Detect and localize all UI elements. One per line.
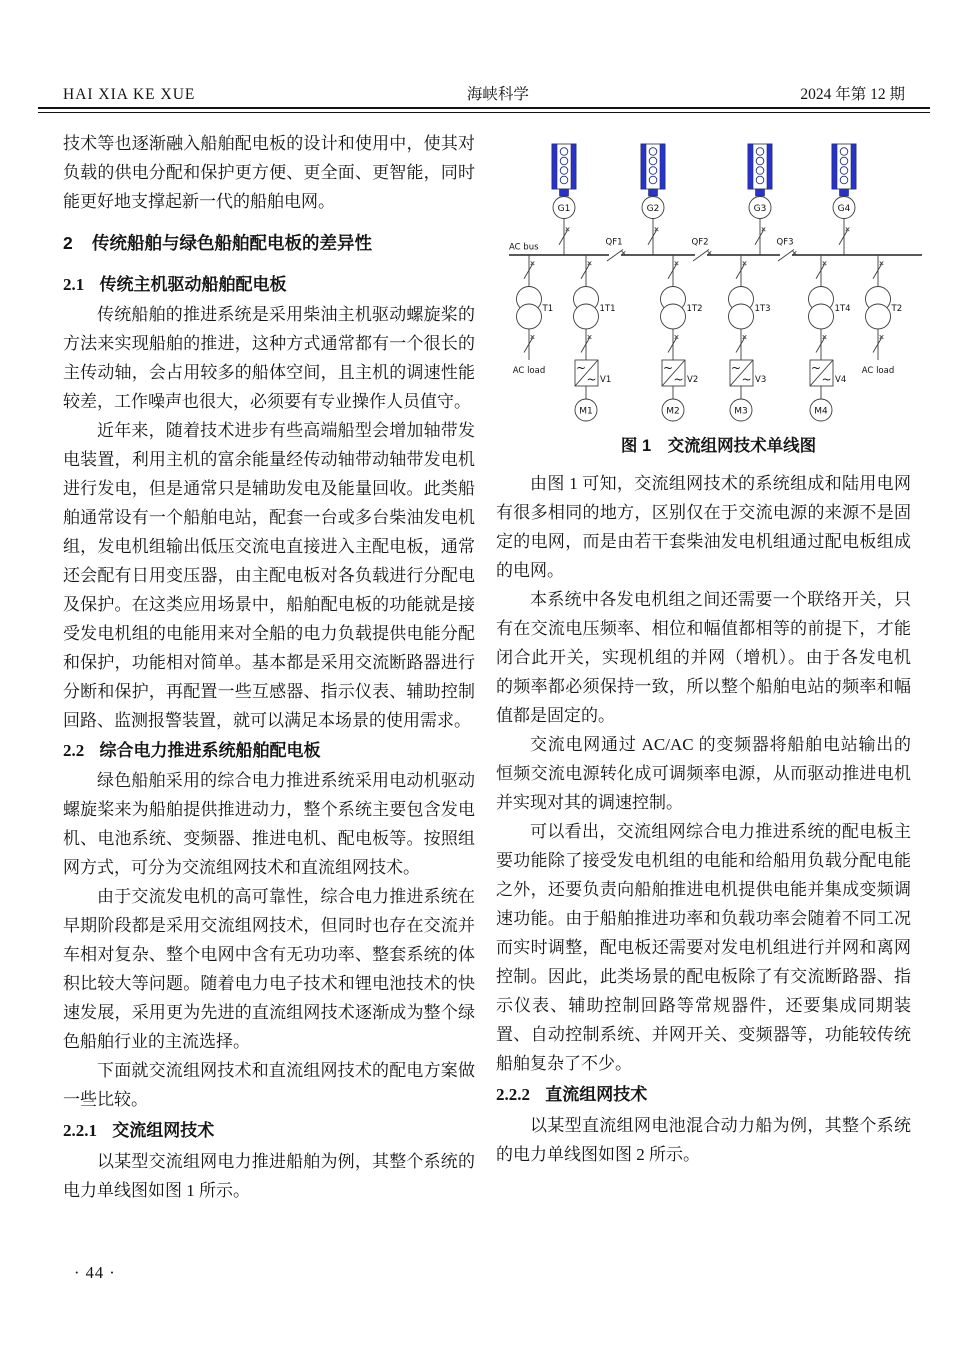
svg-text:QF1: QF1 <box>605 237 623 248</box>
paragraph-ac-intro: 以某型交流组网电力推进船舶为例，其整个系统的电力单线图如图 1 所示。 <box>63 1152 475 1200</box>
paragraph-sync-switch: 本系统中各发电机组之间还需要一个联络开关，只有在交流电压频率、相位和幅值都相等的前提下，才能闭合此开关，实现机组的并网（增机）。由于各发电机的频率都必须保持一致，所以整个船舶电站的频率和幅值都是固定的。 <box>496 590 911 725</box>
section-number: 2 <box>63 233 73 253</box>
paragraph-ipp-3: 下面就交流组网技术和直流组网技术的配电方案做一些比较。 <box>63 1061 475 1109</box>
section-title: 传统船舶与绿色船舶配电板的差异性 <box>91 233 372 253</box>
tie-breaker-qf1 <box>606 238 626 262</box>
section-heading-2 <box>63 229 475 258</box>
paragraph-intro: 技术等也逐渐融入船舶配电板的设计和使用中，使其对负载的供电分配和保护更方便、更全面、更智能，同时能更好地支撑起新一代的船舶电网。 <box>63 134 475 211</box>
svg-text:~: ~ <box>730 361 742 375</box>
left-column <box>63 129 475 1205</box>
svg-text:~: ~ <box>575 361 587 375</box>
svg-text:~: ~ <box>821 372 832 387</box>
section-number: 2.2.2 <box>496 1085 530 1104</box>
engine-coupling <box>840 189 849 196</box>
svg-text:AC load: AC load <box>861 366 895 376</box>
section-number: 2.2.1 <box>63 1121 97 1140</box>
paragraph-acac-converter: 交流电网通过 AC/AC 的变频器将船舶电站输出的恒频交流电源转化成可调频率电源，从而驱动推进电机并实现对其的调速控制。 <box>496 735 911 812</box>
svg-text:T1: T1 <box>542 304 554 314</box>
subsection-heading-2-2-1 <box>63 1116 475 1145</box>
generator-unit-g1 <box>552 144 576 255</box>
feeder-branch-1t4 <box>809 255 851 421</box>
svg-text:V2: V2 <box>687 375 699 385</box>
svg-text:1T3: 1T3 <box>754 304 771 314</box>
svg-text:G1: G1 <box>557 203 571 214</box>
svg-text:~: ~ <box>662 361 674 375</box>
svg-text:1T2: 1T2 <box>686 304 703 314</box>
paragraph-ipp-2: 由于交流发电机的高可靠性，综合电力推进系统在早期阶段都是采用交流组网技术，但同时也存在交流并车相对复杂、整个电网中含有无功功率、整套系统的体积比较大等问题。随着电力电子技术和锂电池技术的快速发展，采用更为先进的直流组网技术逐渐成为整个绿色船舶行业的主流选择。 <box>63 887 475 1051</box>
svg-text:AC bus: AC bus <box>509 242 539 253</box>
svg-text:G3: G3 <box>753 203 767 214</box>
feeder-branch-t1 <box>513 255 553 376</box>
svg-text:~: ~ <box>673 372 684 387</box>
svg-text:V3: V3 <box>755 375 767 385</box>
ac-bus <box>509 243 922 256</box>
svg-text:QF2: QF2 <box>691 237 709 248</box>
svg-text:M3: M3 <box>734 406 748 417</box>
engine-coupling <box>756 189 765 196</box>
tie-breaker-qf2 <box>692 238 712 262</box>
page-number: · 44 · <box>74 1263 116 1282</box>
svg-text:M2: M2 <box>666 406 680 417</box>
svg-text:V4: V4 <box>835 375 847 385</box>
paragraph-traditional-2: 近年来，随着技术进步有些高端船型会增加轴带发电装置，利用主机的富余能量经传动轴带动轴带发电机进行发电，但是通常只是辅助发电及能量回收。此类船舶通常设有一个船舶电站，配套一台或多台柴油发电机组，发电机组输出低压交流电直接进入主配电板，通常还会配有日用变压器，由主配电板对各负载进行分配电及保护。在这类应用场景中，船舶配电板的功能就是接受发电机组的电能用来对全船的电力负载提供电能分配和保护，功能相对简单。基本都是采用交流断路器进行分断和保护，再配置一些互感器、指示仪表、辅助控制回路、监测报警装置，就可以满足本场景的使用需求。 <box>63 421 475 730</box>
header-rule <box>38 107 930 113</box>
figure-caption <box>496 435 941 457</box>
right-column <box>496 129 911 1169</box>
section-title: 直流组网技术 <box>545 1085 648 1104</box>
figure-1 <box>496 129 941 457</box>
figure-caption-title: 交流组网技术单线图 <box>667 437 817 455</box>
paragraph-dc-intro: 以某型直流组网电池混合动力船为例，其整个系统的电力单线图如图 2 所示。 <box>496 1116 911 1164</box>
generator-unit-g2 <box>641 144 665 255</box>
svg-text:V1: V1 <box>600 375 612 385</box>
subsection-heading-2-2-2 <box>496 1080 911 1109</box>
engine-coupling <box>649 189 658 196</box>
svg-text:M1: M1 <box>579 406 593 417</box>
svg-text:T2: T2 <box>891 304 903 314</box>
journal-title: 海峡科学 <box>466 86 529 103</box>
svg-text:~: ~ <box>741 372 752 387</box>
svg-text:1T1: 1T1 <box>599 304 616 314</box>
section-number: 2.1 <box>63 275 85 294</box>
svg-text:M4: M4 <box>814 406 828 417</box>
tie-breaker-qf3 <box>777 238 797 262</box>
subsection-heading-2-2 <box>63 736 475 765</box>
paragraph-traditional-1: 传统船舶的推进系统是采用柴油主机驱动螺旋桨的方法来实现船舶的推进，这种方式通常都有一个很长的主传动轴，会占用较多的船体空间，且主机的调速性能较差，工作噪声也很大，必须要有专业操作人员值守。 <box>63 305 475 411</box>
generator-unit-g4 <box>832 144 856 255</box>
subsection-heading-2-1 <box>63 270 475 299</box>
generator-unit-g3 <box>748 144 772 255</box>
svg-text:~: ~ <box>810 361 822 375</box>
page-header <box>63 82 905 104</box>
journal-pinyin: HAI XIA KE XUE <box>63 86 196 103</box>
paragraph-ipp-1: 绿色船舶采用的综合电力推进系统采用电动机驱动螺旋桨来为船舶提供推进动力，整个系统主要包含发电机、电池系统、变频器、推进电机、配电板等。按照组网方式，可分为交流组网技术和直流组网技术。 <box>63 771 475 877</box>
section-title: 交流组网技术 <box>112 1121 215 1140</box>
single-line-diagram <box>496 129 941 427</box>
paragraph-figure-discussion: 由图 1 可知，交流组网技术的系统组成和陆用电网有很多相同的地方，区别仅在于交流电源的来源不是固定的电网，而是由若干套柴油发电机组通过配电板组成的电网。 <box>496 474 911 580</box>
svg-text:G2: G2 <box>646 203 660 214</box>
svg-text:1T4: 1T4 <box>834 304 851 314</box>
svg-text:AC load: AC load <box>512 366 546 376</box>
svg-text:QF3: QF3 <box>776 237 794 248</box>
svg-text:G4: G4 <box>837 203 851 214</box>
feeder-branch-1t1 <box>574 255 616 421</box>
feeder-branch-1t3 <box>729 255 771 421</box>
section-title: 综合电力推进系统船舶配电板 <box>99 741 321 760</box>
section-number: 2.2 <box>63 741 85 760</box>
figure-caption-label: 图 1 <box>620 437 652 455</box>
feeder-branch-1t2 <box>661 255 703 421</box>
issue-label: 2024 年第 12 期 <box>800 86 905 103</box>
section-title: 传统主机驱动船舶配电板 <box>99 275 287 294</box>
paragraph-switchboard-functions: 可以看出，交流组网综合电力推进系统的配电板主要功能除了接受发电机组的电能和给船用负载分配电能之外，还要负责向船舶推进电机提供电能并集成变频调速功能。由于船舶推进功率和负载功率会随着不同工况而实时调整，配电板还需要对发电机组进行并网和离网控制。因此，此类场景的配电板除了有交流断路器、指示仪表、辅助控制回路等常规器件，还要集成同期装置、自动控制系统、并网开关、变频器等，功能较传统船舶复杂了不少。 <box>496 822 911 1073</box>
engine-coupling <box>560 189 569 196</box>
feeder-branch-t2 <box>862 255 902 376</box>
svg-text:~: ~ <box>586 372 597 387</box>
